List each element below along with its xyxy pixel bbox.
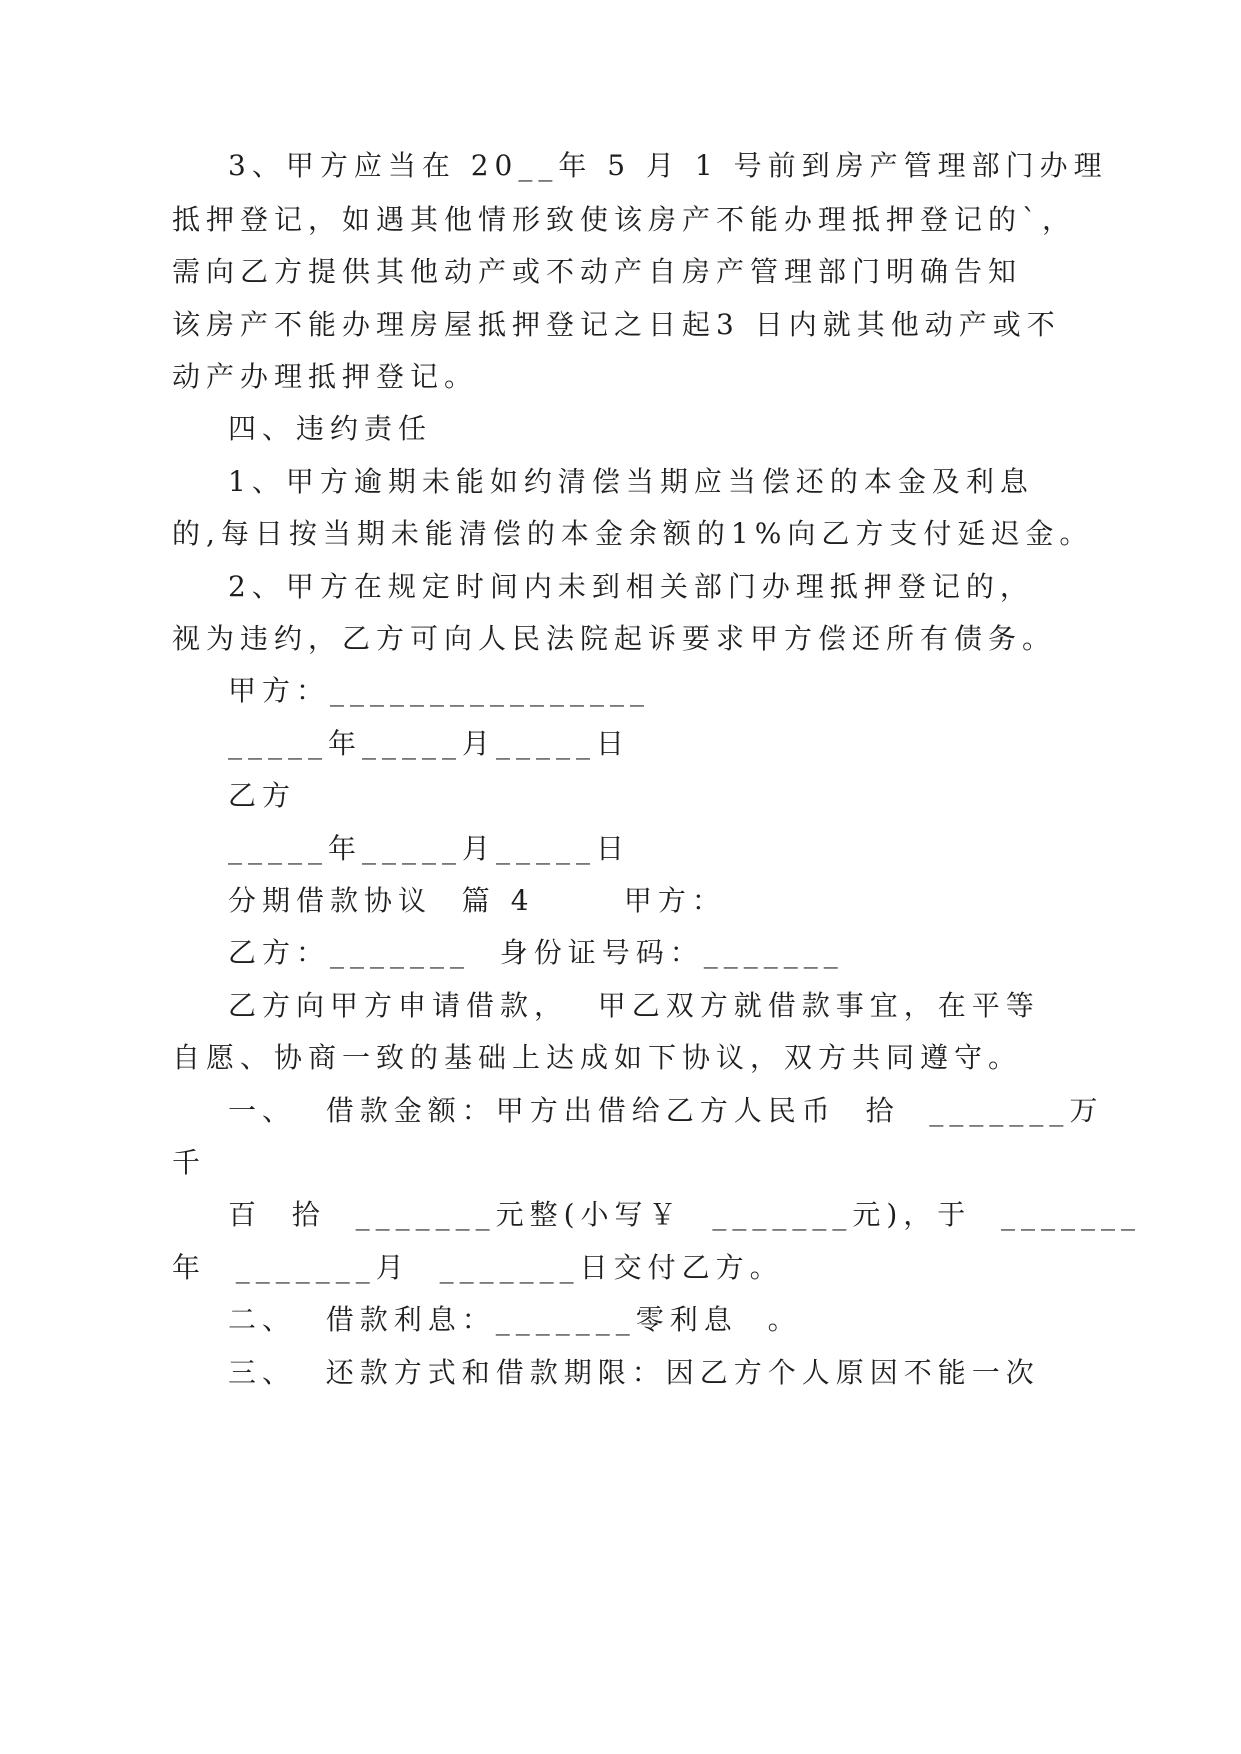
text-line: 乙方向甲方申请借款， 甲乙双方就借款事宜，在平等: [228, 989, 1040, 1022]
text-line: 抵押登记，如遇其他情形致使该房产不能办理抵押登记的`，: [172, 203, 1077, 236]
text-line: 的,每日按当期未能清偿的本金余额的1%向乙方支付延迟金。: [172, 517, 1094, 550]
text-line: 视为违约，乙方可向人民法院起诉要求甲方偿还所有债务。: [172, 622, 1057, 655]
text-line: 该房产不能办理房屋抵押登记之日起3 日内就其他动产或不: [172, 308, 1061, 341]
repayment-line: 三、 还款方式和借款期限：因乙方个人原因不能一次: [228, 1356, 1040, 1389]
loan-amount-line: 一、 借款金额：甲方出借给乙方人民币 拾 _______万: [228, 1094, 1104, 1127]
delivery-date-line: 年 _______月 _______日交付乙方。: [172, 1251, 784, 1284]
agreement-title: 分期借款协议 篇 4 甲方：: [228, 884, 726, 917]
text-line: 需向乙方提供其他动产或不动产自房产管理部门明确告知: [172, 255, 1023, 288]
section-heading: 四、违约责任: [228, 412, 433, 445]
date-line: _____年_____月_____日: [228, 832, 631, 865]
amount-detail-line: 百 拾 _______元整(小写￥ _______元)，于 _______: [228, 1198, 1142, 1231]
text-line: 2、甲方在规定时间内未到相关部门办理抵押登记的，: [228, 570, 1034, 603]
party-a-signature-line: 甲方：________________: [228, 674, 651, 707]
interest-line: 二、 借款利息：_______零利息 。: [228, 1303, 802, 1336]
text-line: 千: [172, 1146, 207, 1179]
party-b-id-line: 乙方：_______ 身份证号码：_______: [228, 936, 844, 969]
date-line: _____年_____月_____日: [228, 727, 631, 760]
text-line: 自愿、协商一致的基础上达成如下协议，双方共同遵守。: [172, 1041, 1023, 1074]
text-line: 动产办理抵押登记。: [172, 360, 479, 393]
text-line: 3、甲方应当在 20__年 5 月 1 号前到房产管理部门办理: [228, 149, 1108, 182]
text-line: 1、甲方逾期未能如约清偿当期应当偿还的本金及利息: [228, 465, 1034, 498]
party-b-label: 乙方: [228, 779, 297, 812]
